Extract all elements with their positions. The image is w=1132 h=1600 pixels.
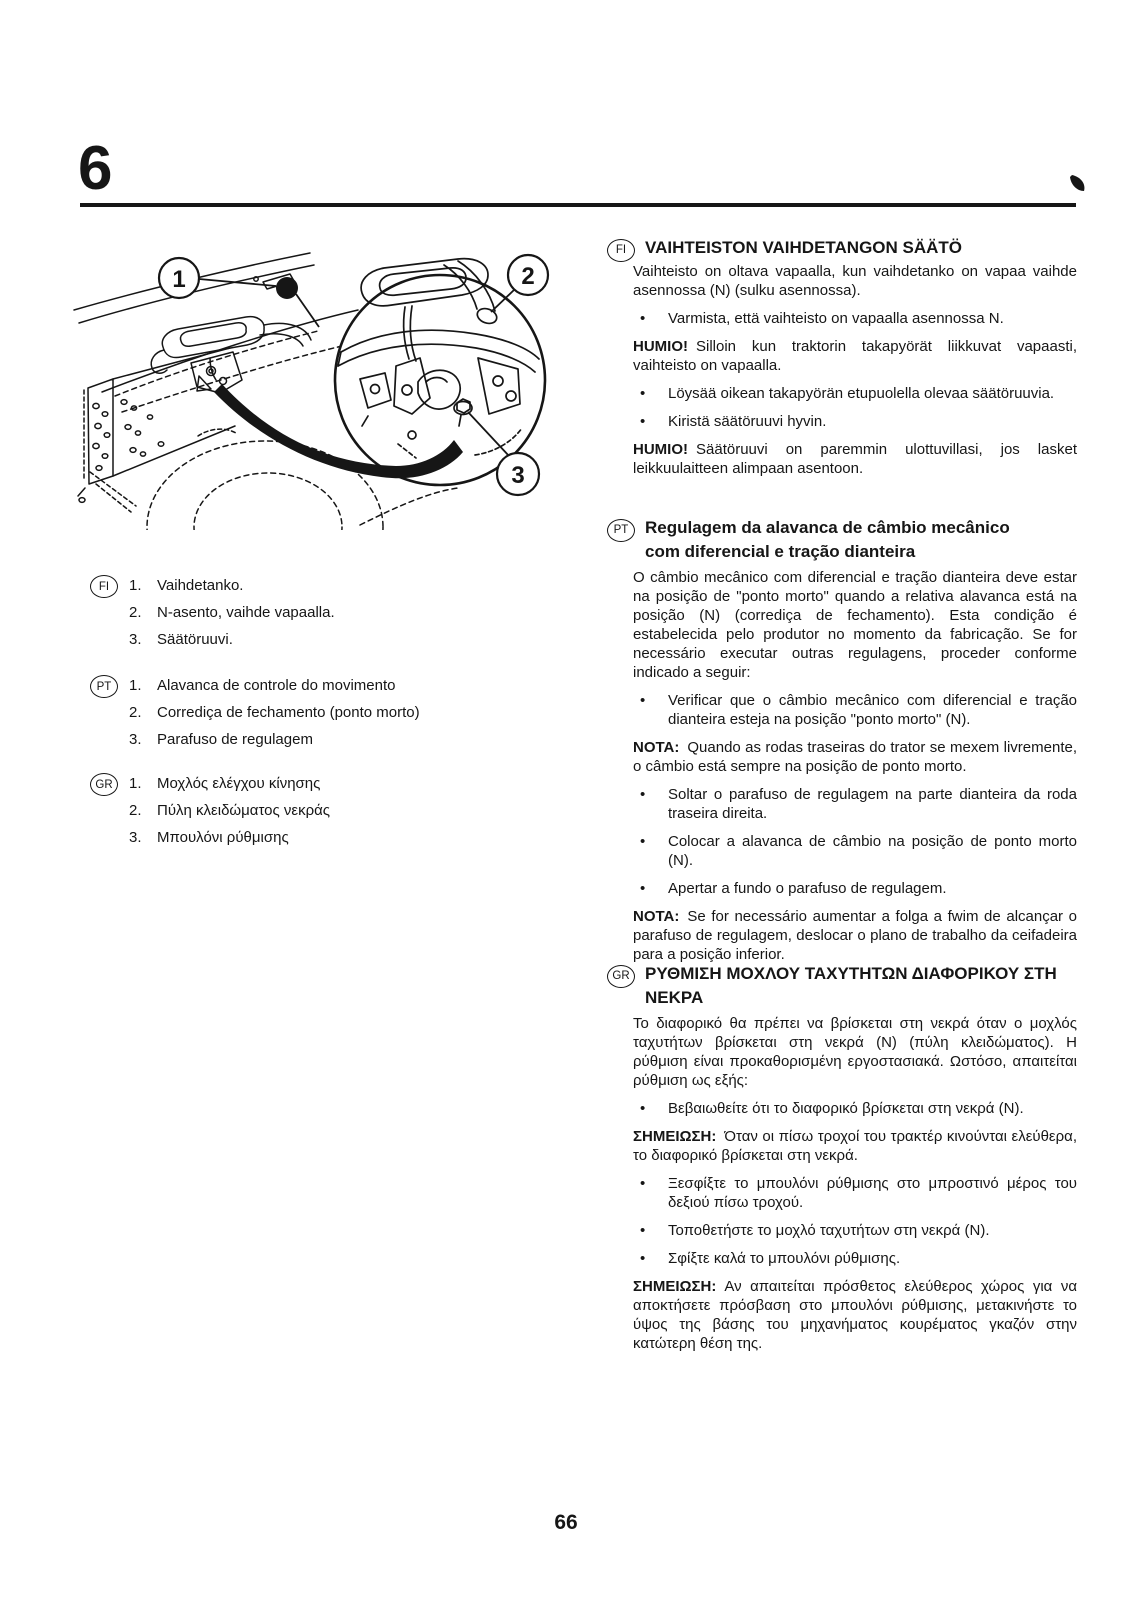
note-text: Αν απαιτείται πρόσθετος ελεύθερος χώρος για να αποκτήσετε πρόσβαση στο μπουλόνι ρύθμισης, μετακινήστε το ύψος της βάσης του μηχανήματος κουρέματος γκαζόν στην κατώτερη θέση της. [633,1278,1077,1352]
item-number: 2. [129,704,142,721]
bullet-item: • Löysää oikean takapyörän etupuolella olevaa säätöruuvia. [605,384,1077,403]
bullet-item: • Soltar o parafuso de regulagem na parte dianteira da roda traseira direita. [605,785,1077,823]
bullet-item: • Verificar que o câmbio mecânico com diferencial e tração dianteira esteja na posição "ponto morto" (N). [605,691,1077,729]
item-number: 3. [129,731,142,748]
item-label: N-asento, vaihde vapaalla. [157,604,335,621]
bullet-icon [640,1249,668,1268]
note-label: NOTA: [633,739,680,756]
bullet-icon [640,309,668,328]
bullet-icon [640,879,668,898]
item-number: 1. [129,775,142,792]
bullet-item: • Βεβαιωθείτε ότι το διαφορικό βρίσκεται στη νεκρά (N). [605,1099,1077,1118]
bullet-item: • Apertar a fundo o parafuso de regulagem. [605,879,1077,898]
section-fi-title: VAIHTEISTON VAIHDETANGON SÄÄTÖ [645,238,963,257]
section-pt-header [605,516,1077,564]
section-gr-header [605,962,1077,1010]
note [633,738,1077,776]
note [633,907,1077,964]
bullet-icon [640,1174,668,1212]
callout-1-label: 1 [172,266,186,293]
list-item [129,770,330,797]
item-label: Vaihdetanko. [157,577,244,594]
bullet-item: • Σφίξτε καλά το μπουλόνι ρύθμισης. [605,1249,1077,1268]
section-fi [605,236,1077,478]
item-number: 2. [129,802,142,819]
bullet-item: • Varmista, että vaihteisto on vapaalla asennossa N. [605,309,1077,328]
note [633,1127,1077,1165]
item-label: Corrediça de fechamento (ponto morto) [157,704,420,721]
note-label: HUMIO! [633,441,688,458]
illustration-svg [60,230,550,530]
note-label: HUMIO! [633,338,688,355]
bullet-icon [640,384,668,403]
note-text: Quando as rodas traseiras do trator se mexem livremente, o câmbio está sempre na posição de ponto morto. [633,739,1077,775]
gr-language-badge: GR [607,965,635,988]
item-label: Parafuso de regulagem [157,731,313,748]
bullet-item: • Τοποθετήστε το μοχλό ταχυτήτων στη νεκρά (N). [605,1221,1077,1240]
section-fi-header [605,236,1077,260]
paragraph: O câmbio mecânico com diferencial e tração dianteira deve estar na posição de "ponto morto" quando a relativa alavanca está na posição (N) (corrediça de fechamento). Esta condição é estabelecida pelo produtor no momento da fabricação. Se for necessário executar outras regulagens, proceder conforme indicado a seguir: [633,569,1077,681]
section-pt-title: Regulagem da alavanca de câmbio mecânico com diferencial e tração dianteira [645,518,1010,561]
note-label: ΣΗΜΕΙΩΣΗ: [633,1128,717,1145]
note [633,1277,1077,1353]
paragraph: Vaihteisto on oltava vapaalla, kun vaihdetanko on vapaa vaihde asennossa (N) (sulku asennossa). [633,263,1077,299]
item-number: 2. [129,604,142,621]
legend-pt [90,672,550,753]
note-label: ΣΗΜΕΙΩΣΗ: [633,1278,717,1295]
callout-3 [497,453,539,495]
item-label: Μοχλός ελέγχου κίνησης [157,775,321,792]
bullet-icon [640,412,668,431]
item-number: 3. [129,829,142,846]
note [633,440,1077,478]
legend-fi [90,572,550,653]
bullet-item: • Kiristä säätöruuvi hyvin. [605,412,1077,431]
list-item [129,699,420,726]
item-label: Alavanca de controle do movimento [157,677,396,694]
list-item [129,672,420,699]
bullet-item: • Colocar a alavanca de câmbio na posição de ponto morto (N). [605,832,1077,870]
item-label: Säätöruuvi. [157,631,233,648]
list-item [129,572,335,599]
list-item [129,824,330,851]
callout-2-label: 2 [521,263,535,290]
note-label: NOTA: [633,908,680,925]
page-number: 66 [554,1511,578,1534]
callout-3-label: 3 [511,462,525,489]
bullet-icon [640,832,668,870]
list-item [129,726,420,753]
list-item [129,599,335,626]
figure-transmission-adjustment [60,230,550,530]
list-item [129,626,335,653]
paragraph: Το διαφορικό θα πρέπει να βρίσκεται στη νεκρά όταν ο μοχλός ταχυτήτων βρίσκεται στη νεκρά (N) (πύλη κλειδώματος). Η ρύθμιση είναι προκαθορισμένη εργοστασιακά. Ωστόσο, απαιτείται ρύθμιση ως εξής: [633,1015,1077,1089]
bullet-item: • Ξεσφίξτε το μπουλόνι ρύθμισης στο μπροστινό μέρος του δεξιού πίσω τροχού. [605,1174,1077,1212]
callout-1-dot [276,277,298,299]
section-gr [605,962,1077,1353]
pt-language-badge: PT [607,519,635,542]
section-pt [605,516,1077,964]
gr-language-badge: GR [90,773,118,796]
note-text: Säätöruuvi on paremmin ulottuvillasi, jos lasket leikkuulaitteen alimpaan asentoon. [633,441,1077,477]
chapter-number: 6 [78,134,111,203]
bullet-icon [640,1099,668,1118]
bullet-icon [640,1221,668,1240]
item-number: 1. [129,677,142,694]
note [633,337,1077,375]
pt-language-badge: PT [90,675,118,698]
note-text: Se for necessário aumentar a folga a fwim de alcançar o parafuso de regulagem, deslocar o plano de trabalho da ceifadeira para a posição inferior. [633,908,1077,963]
callout-1 [159,258,199,298]
item-number: 1. [129,577,142,594]
legend-gr [90,770,550,851]
list-item [129,797,330,824]
page-corner-mark-icon [1068,174,1088,199]
callout-2 [508,255,548,295]
item-number: 3. [129,631,142,648]
item-label: Μπουλόνι ρύθμισης [157,829,289,846]
section-gr-title: ΡΥΘΜΙΣΗ ΜΟΧΛΟΥ ΤΑΧΥΤΗΤΩΝ ΔΙΑΦΟΡΙΚΟΥ ΣΤΗ ΝΕΚΡΑ [645,964,1057,1007]
note-text: Όταν οι πίσω τροχοί του τρακτέρ κινούνται ελεύθερα, το διαφορικό βρίσκεται στη νεκρά. [633,1128,1077,1164]
bullet-icon [640,785,668,823]
fi-language-badge: FI [607,239,635,262]
note-text: Silloin kun traktorin takapyörät liikkuvat vapaasti, vaihteisto on vapaalla. [633,338,1077,374]
fi-language-badge: FI [90,575,118,598]
item-label: Πύλη κλειδώματος νεκράς [157,802,331,819]
header-rule [80,203,1076,207]
bullet-icon [640,691,668,729]
